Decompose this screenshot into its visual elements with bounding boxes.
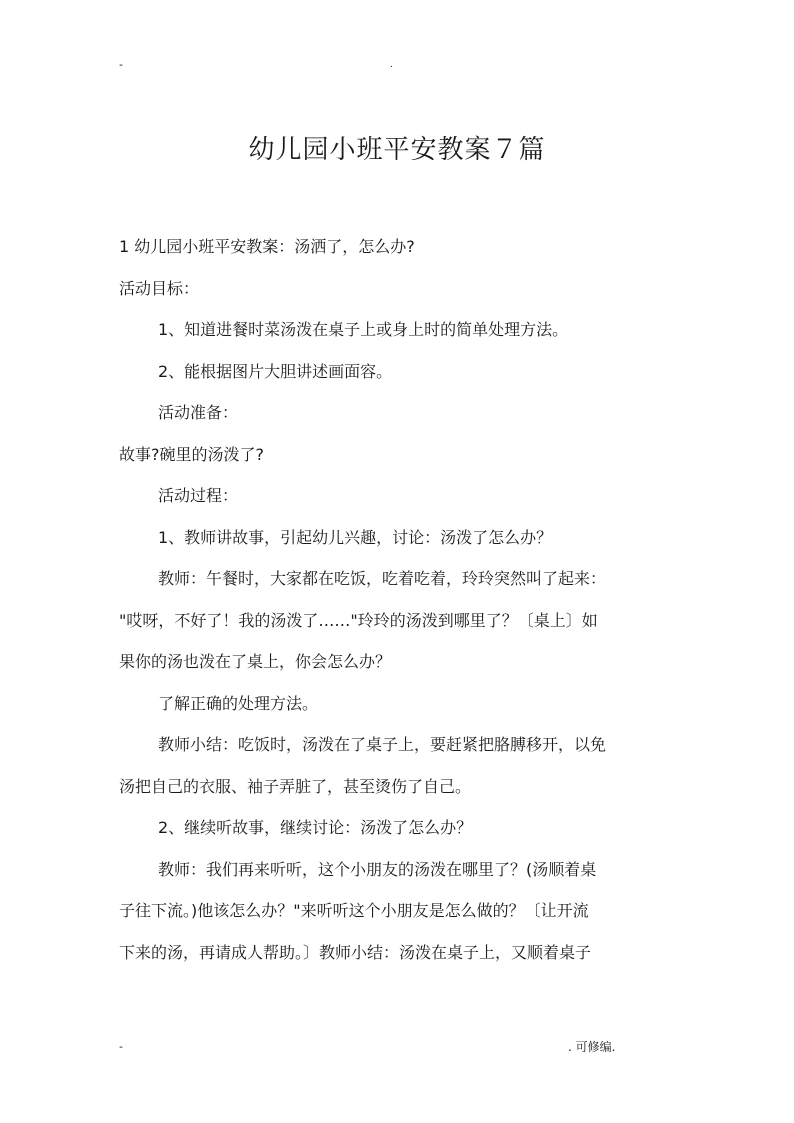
paragraph-line: 下来的汤，再请成人帮助。〕教师小结：汤泼在桌子上，又顺着桌子 [119, 942, 592, 962]
header-center-mark: . [390, 60, 393, 70]
section-heading: 1 幼儿园小班平安教案：汤洒了，怎么办? [119, 237, 415, 256]
prep-content: 故事?碗里的汤泼了? [119, 444, 264, 464]
paragraph-line: 果你的汤也泼在了桌上，你会怎么办？ [119, 652, 392, 671]
paragraph-line: 汤把自己的衣服、袖子弄脏了，甚至烫伤了自己。 [119, 776, 472, 796]
prep-label: 活动准备： [158, 403, 239, 422]
paragraph-line: 教师：午餐时，大家都在吃饭，吃着吃着，玲玲突然叫了起来： [158, 569, 607, 588]
paragraph-line: 子往下流。)他该怎么办？"来听听这个小朋友是怎么做的？〔让开流 [119, 901, 589, 920]
document-body [119, 226, 684, 973]
process-label: 活动过程： [158, 486, 239, 505]
footer-editable-note: . 可修编. [568, 1040, 616, 1054]
paragraph-line: 了解正确的处理方法。 [158, 693, 319, 713]
paragraph-line: 教师小结：吃饭时，汤泼在了桌子上，要赶紧把胳膊移开，以免 [158, 735, 607, 754]
paragraph-line: 教师：我们再来听听，这个小朋友的汤泼在哪里了？(汤顺着桌 [158, 859, 597, 879]
paragraph-line: "哎呀，不好了！我的汤泼了……"玲玲的汤泼到哪里了？〔桌上〕如 [119, 610, 598, 630]
goal-item: 1、知道进餐时菜汤泼在桌子上或身上时的简单处理方法。 [158, 320, 569, 339]
step-item: 1、教师讲故事，引起幼儿兴趣，讨论：汤泼了怎么办？ [158, 527, 553, 547]
goal-item: 2、能根据图片大胆讲述画面容。 [158, 361, 393, 381]
footer-left-mark: - [119, 1040, 123, 1053]
header-left-mark: - [119, 58, 123, 71]
document-title: 幼儿园小班平安教案７篇 [248, 135, 546, 166]
goals-label: 活动目标： [119, 278, 200, 298]
step-item: 2、继续听故事，继续讨论：汤泼了怎么办？ [158, 818, 473, 837]
